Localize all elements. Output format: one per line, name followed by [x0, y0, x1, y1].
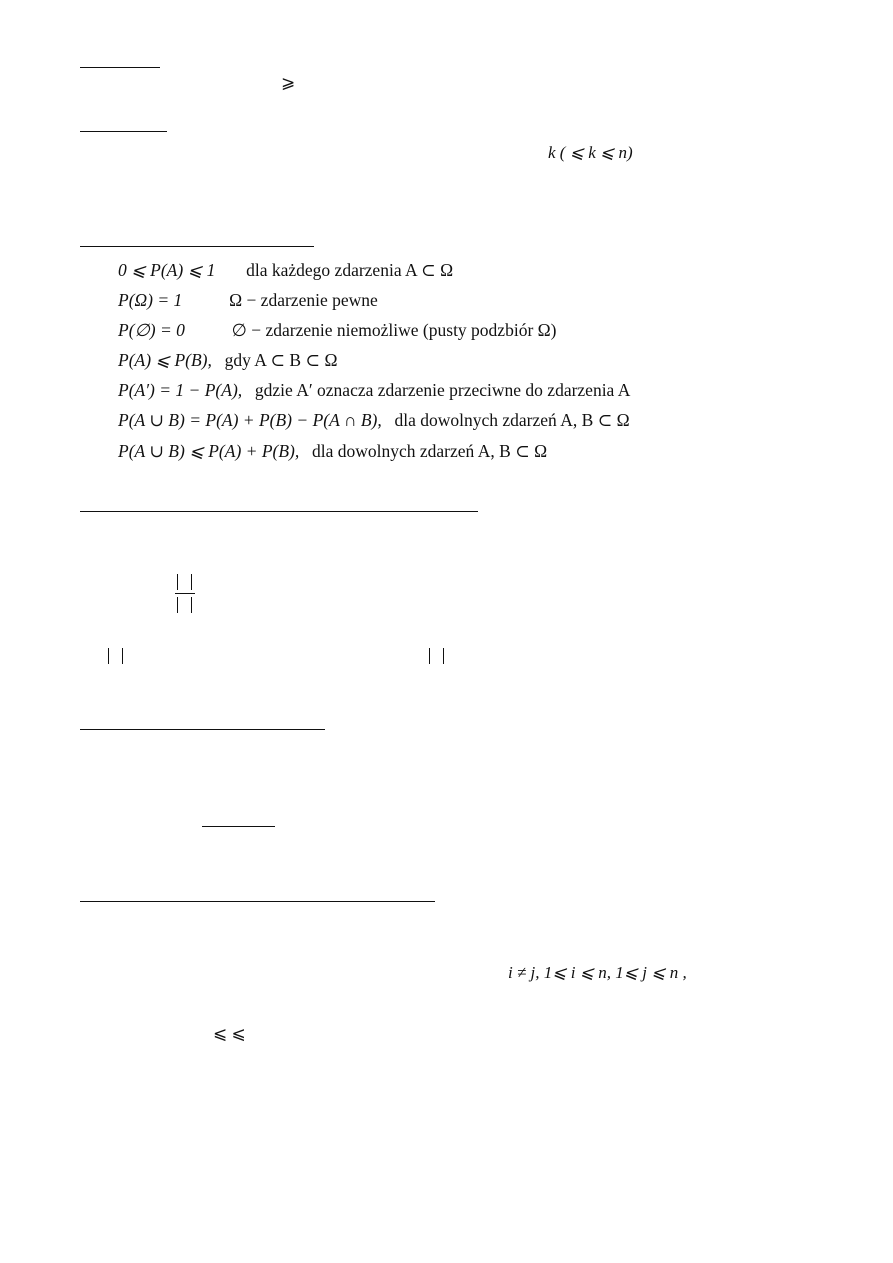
abs-bar-right	[122, 648, 123, 664]
property-text: gdzie A′ oznacza zdarzenie przeciwne do zdarzenia A	[254, 380, 631, 400]
property-text: dla dowolnych zdarzeń A, B ⊂ Ω	[394, 410, 630, 430]
property-line	[118, 319, 556, 341]
property-text: ∅ − zdarzenie niemożliwe (pusty podzbiór Ω)	[231, 320, 557, 340]
property-line	[118, 409, 630, 431]
abs-bar-left	[177, 597, 178, 613]
abs-bar-left	[429, 648, 430, 664]
ij-condition-formula: i ≠ j, 1⩽ i ⩽ n, 1⩽ j ⩽ n ,	[508, 963, 687, 982]
property-formula: P(A) ⩽ P(B),	[118, 350, 212, 370]
property-text: dla dowolnych zdarzeń A, B ⊂ Ω	[312, 441, 548, 461]
abs-bar-right	[191, 574, 192, 590]
section-heading-rule-5	[80, 729, 325, 730]
abs-bar-right	[191, 597, 192, 613]
property-line	[118, 289, 378, 311]
section-heading-rule-3	[80, 246, 314, 247]
geq-symbol: ⩾	[281, 73, 296, 92]
property-line	[118, 440, 547, 462]
abs-bar-left	[108, 648, 109, 664]
section-heading-rule-6	[80, 901, 435, 902]
k-range-formula: k ( ⩽ k ⩽ n)	[548, 143, 633, 162]
property-formula: P(A′) = 1 − P(A),	[118, 380, 243, 400]
fraction-line	[175, 593, 195, 594]
property-formula: P(∅) = 0	[118, 320, 185, 340]
property-text: Ω − zdarzenie pewne	[229, 290, 378, 310]
property-formula: P(A ∪ B) = P(A) + P(B) − P(A ∩ B),	[118, 410, 382, 430]
property-line	[118, 259, 453, 281]
section-heading-rule-4	[80, 511, 478, 512]
property-line	[118, 349, 337, 371]
property-text: dla każdego zdarzenia A ⊂ Ω	[246, 260, 454, 280]
leq-pair-symbols: ⩽ ⩽	[213, 1024, 246, 1043]
property-line	[118, 379, 630, 401]
property-formula: P(A ∪ B) ⩽ P(A) + P(B),	[118, 441, 300, 461]
section-heading-rule-2	[80, 131, 167, 132]
fraction-line-2	[202, 826, 275, 827]
property-formula: 0 ⩽ P(A) ⩽ 1	[118, 260, 216, 280]
abs-bar-left	[177, 574, 178, 590]
section-heading-rule-1	[80, 67, 160, 68]
property-text: gdy A ⊂ B ⊂ Ω	[224, 350, 338, 370]
property-formula: P(Ω) = 1	[118, 290, 183, 310]
abs-bar-right	[443, 648, 444, 664]
